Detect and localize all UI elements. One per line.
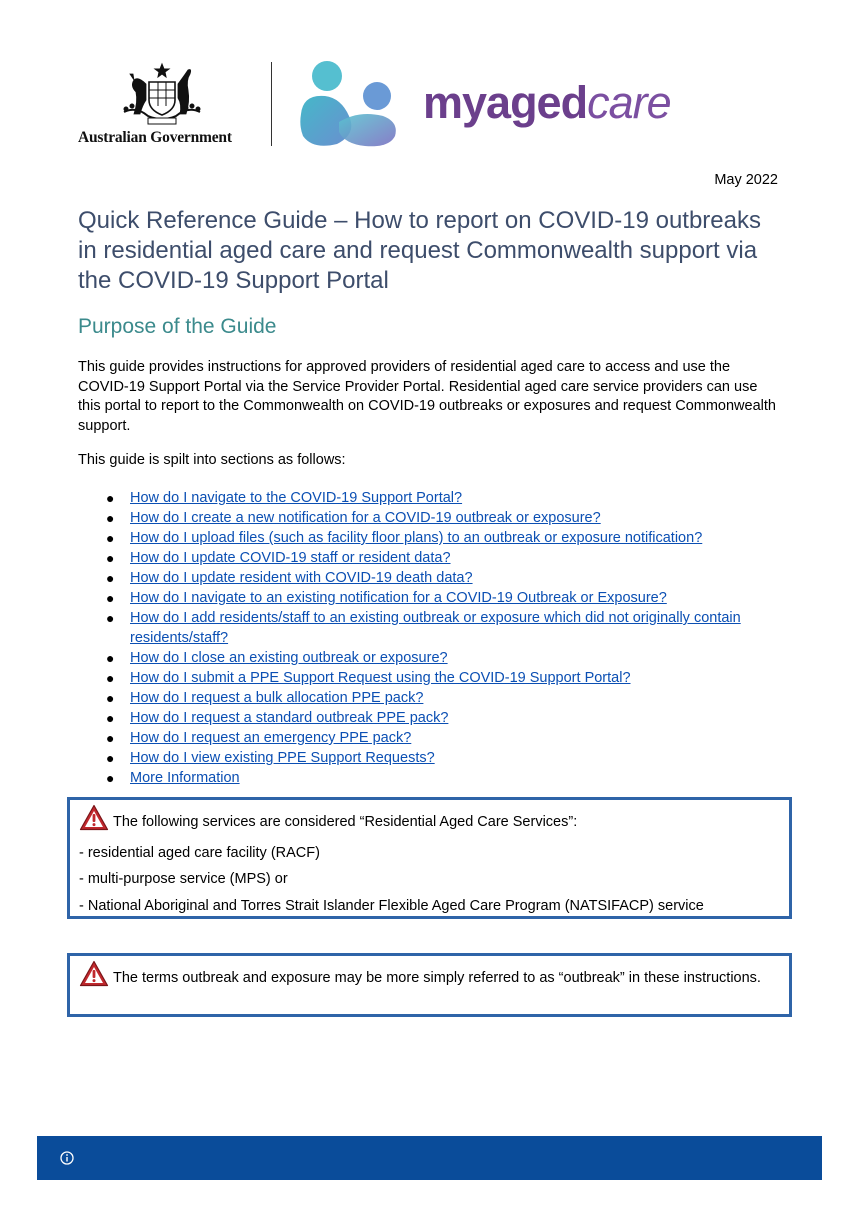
toc-link-update-staff-resident[interactable]: How do I update COVID-19 staff or resident data? [130,550,451,566]
toc-link-bulk-ppe[interactable]: How do I request a bulk allocation PPE pack? [130,690,424,706]
toc-item [78,648,788,668]
bullet-icon: ● [106,770,115,786]
bullet-icon: ● [106,510,115,526]
service-item-natsifacp: - National Aboriginal and Torres Strait Islander Flexible Aged Care Program (NATSIFACP) service [79,898,704,914]
toc-link-navigate-portal[interactable]: How do I navigate to the COVID-19 Support Portal? [130,490,463,506]
toc-item [78,668,788,688]
warning-triangle-icon [79,960,109,987]
my-aged-care-logo [299,58,679,150]
bullet-icon: ● [106,750,115,766]
toc-item [78,548,788,568]
brand-aged: aged [486,77,588,128]
my-aged-care-mark-icon [299,58,401,150]
table-of-contents [78,488,788,788]
notice-box-terms [67,953,792,1017]
service-item-racf: - residential aged care facility (RACF) [79,845,320,861]
toc-link-more-information[interactable]: More Information [130,770,240,786]
toc-link-standard-ppe[interactable]: How do I request a standard outbreak PPE pack? [130,710,449,726]
bullet-icon: ● [106,570,115,586]
document-date: May 2022 [714,172,778,188]
bullet-icon: ● [106,690,115,706]
bullet-icon: ● [106,710,115,726]
bullet-icon: ● [106,730,115,746]
toc-link-create-notification[interactable]: How do I create a new notification for a COVID-19 outbreak or exposure? [130,510,601,526]
toc-item [78,568,788,588]
toc-item [78,688,788,708]
my-aged-care-wordmark [423,77,671,128]
bullet-icon: ● [106,650,115,666]
bullet-icon: ● [106,550,115,566]
toc-item [78,748,788,768]
toc-link-existing-notification[interactable]: How do I navigate to an existing notification for a COVID-19 Outbreak or Exposure? [130,590,667,606]
info-icon[interactable] [60,1151,74,1165]
sections-intro: This guide is spilt into sections as follows: [78,452,346,468]
toc-item [78,608,788,648]
toc-link-update-death-data[interactable]: How do I update resident with COVID-19 death data? [130,570,473,586]
notice-terms-text: The terms outbreak and exposure may be more simply referred to as “outbreak” in these instructions. [113,970,761,986]
australian-government-logo [78,62,246,150]
coat-of-arms-icon [116,62,208,128]
toc-item [78,528,788,548]
toc-link-view-ppe-requests[interactable]: How do I view existing PPE Support Requests? [130,750,435,766]
toc-item [78,708,788,728]
toc-item [78,508,788,528]
service-item-mps: - multi-purpose service (MPS) or [79,871,288,887]
toc-item [78,488,788,508]
toc-link-submit-ppe-request[interactable]: How do I submit a PPE Support Request using the COVID-19 Support Portal? [130,670,631,686]
warning-triangle-icon [79,804,109,831]
bullet-icon: ● [106,530,115,546]
government-name: Australian Government [78,129,232,146]
brand-care: care [587,77,671,128]
toc-link-upload-files[interactable]: How do I upload files (such as facility floor plans) to an outbreak or exposure notification? [130,530,703,546]
brand-my: my [423,77,487,128]
toc-link-emergency-ppe[interactable]: How do I request an emergency PPE pack? [130,730,412,746]
notice-terms-text-wrap [79,960,769,988]
notice-box-services [67,797,792,919]
bullet-icon: ● [106,590,115,606]
footer-bar [37,1136,822,1180]
bullet-icon: ● [106,490,115,506]
page-title: Quick Reference Guide – How to report on COVID-19 outbreaks in residential aged care and request Commonwealth support via the COVID-19 Support Portal [78,207,761,294]
logo-divider [271,62,272,146]
purpose-heading: Purpose of the Guide [78,315,277,338]
notice-services-heading: The following services are considered “Residential Aged Care Services”: [113,814,578,830]
bullet-icon: ● [106,610,115,626]
purpose-paragraph: This guide provides instructions for approved providers of residential aged care to access and use the COVID-19 Support Portal via the Service Provider Portal. Residential aged care service providers can use this portal to report to the Commonwealth on COVID-19 outbreaks or exposures and request Commonwealth support. [78,359,776,434]
toc-item [78,728,788,748]
toc-link-close-outbreak[interactable]: How do I close an existing outbreak or exposure? [130,650,448,666]
notice-heading-line [79,804,577,831]
bullet-icon: ● [106,670,115,686]
toc-item [78,588,788,608]
toc-item [78,768,788,788]
toc-link-add-residents-staff[interactable]: How do I add residents/staff to an existing outbreak or exposure which did not originally contain residents/staff? [130,610,741,646]
